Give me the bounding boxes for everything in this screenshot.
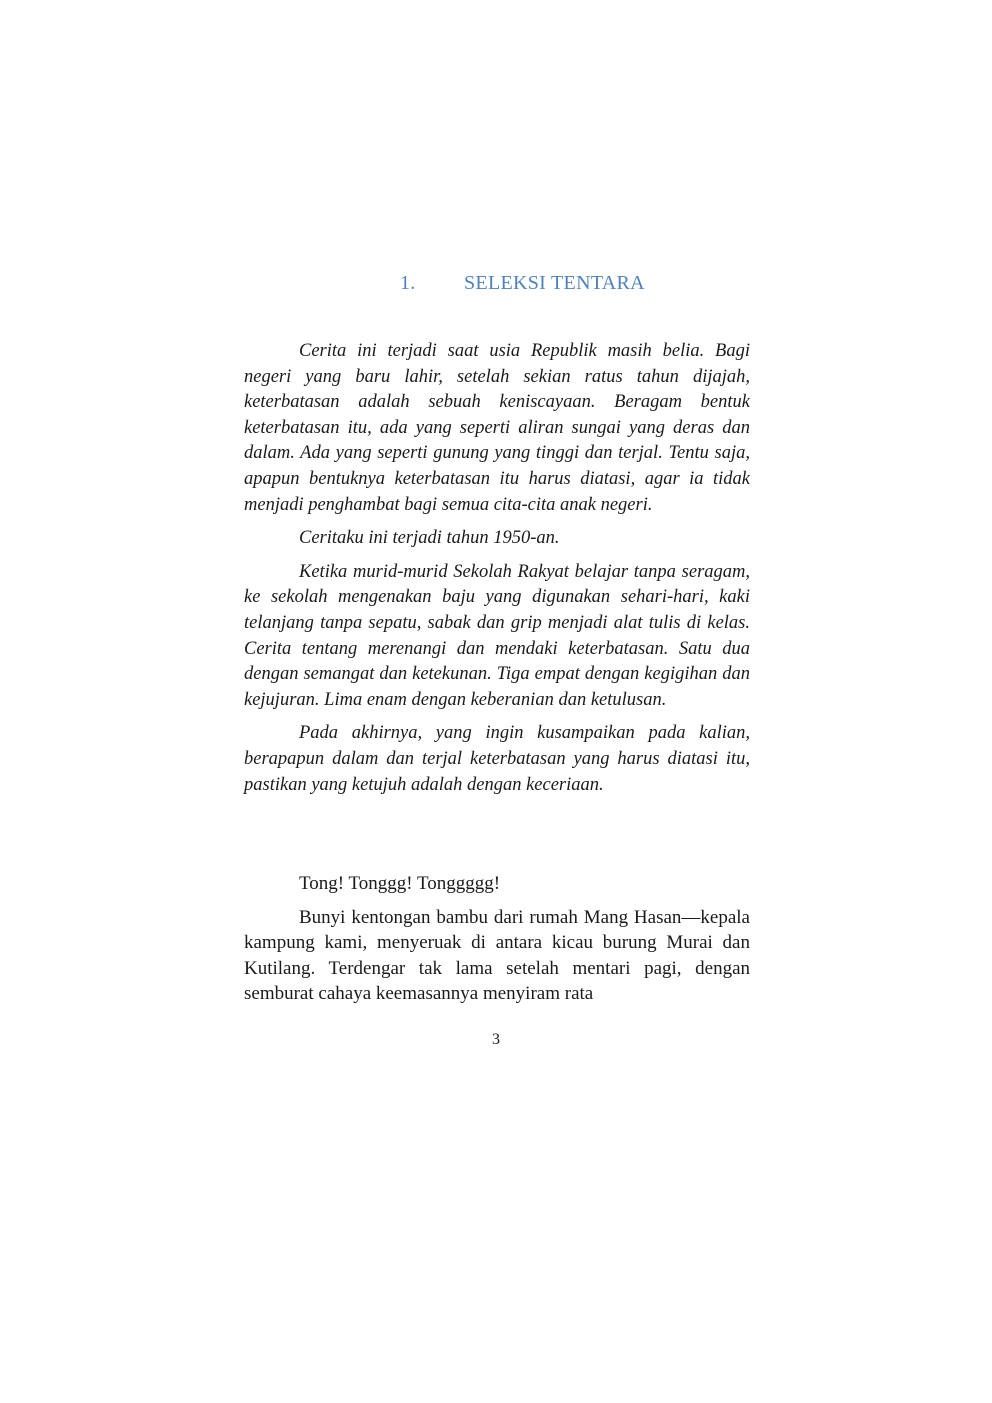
page-number: 3 bbox=[492, 1031, 500, 1048]
body-paragraph: Tong! Tonggg! Tonggggg! bbox=[299, 873, 501, 894]
intro-paragraph: Ceritaku ini terjadi tahun 1950-an. bbox=[299, 528, 560, 549]
intro-paragraph: Pada akhirnya, yang ingin kusampaikan pada kalian, berapapun dalam dan terjal keterbatasan yang harus diatasi itu, pastikan yang ketujuh adalah dengan keceriaan. bbox=[244, 723, 750, 795]
chapter-number: 1. bbox=[400, 272, 416, 294]
chapter-body bbox=[244, 871, 750, 1015]
chapter-title: SELEKSI TENTARA bbox=[464, 272, 645, 294]
body-paragraph: Bunyi kentongan bambu dari rumah Mang Hasan—kepala kampung kami, menyeruak di antara kicau burung Murai dan Kutilang. Terdengar tak lama setelah mentari pagi, dengan semburat cahaya keemasannya menyiram rata bbox=[244, 906, 750, 1005]
chapter-intro bbox=[244, 339, 750, 806]
intro-paragraph: Cerita ini terjadi saat usia Republik masih belia. Bagi negeri yang baru lahir, setelah sekian ratus tahun dijajah, keterbatasan adalah sebuah keniscayaan. Beragam bentuk keterbatasan itu, ada yang seperti aliran sungai yang deras dan dalam. Ada yang seperti gunung yang tinggi dan terjal. Tentu saja, apapun bentuknya keterbatasan itu harus diatasi, agar ia tidak menjadi penghambat bagi semua cita-cita anak negeri. bbox=[244, 341, 750, 515]
intro-paragraph: Ketika murid-murid Sekolah Rakyat belajar tanpa seragam, ke sekolah mengenakan baju yang digunakan sehari-hari, kaki telanjang tanpa sepatu, sabak dan grip menjadi alat tulis di kelas. Cerita tentang merenangi dan mendaki keterbatasan. Satu dua dengan semangat dan ketekunan. Tiga empat dengan kegigihan dan kejujuran. Lima enam dengan keberanian dan ketulusan. bbox=[244, 561, 750, 710]
